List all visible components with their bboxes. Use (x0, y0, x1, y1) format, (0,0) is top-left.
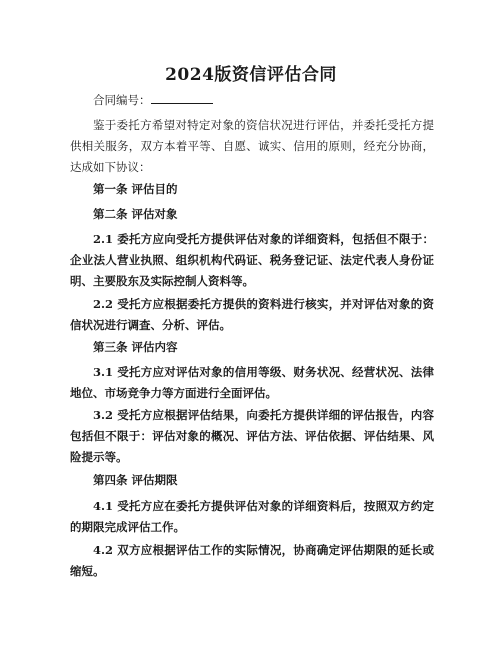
clause-4-2: 4.2 双方应根据评估工作的实际情况，协商确定评估期限的延长或缩短。 (70, 543, 434, 578)
article-3-heading: 第三条 评估内容 (93, 340, 178, 354)
article-1-heading: 第一条 评估目的 (93, 182, 178, 196)
document-title: 2024版资信评估合同 (165, 65, 337, 85)
clause-3-2: 3.2 受托方应根据评估结果，向委托方提供详细的评估报告，内容包括但不限于：评估对象的概况、评估方法、评估依据、评估结果、风险提示等。 (70, 408, 434, 464)
contract-number-line (70, 90, 434, 111)
contract-number-label: 合同编号： (93, 93, 151, 107)
article-2-heading: 第二条 评估对象 (93, 207, 178, 221)
clause-3-1: 3.1 受托方应对评估对象的信用等级、财务状况、经营状况、法律地位、市场竞争力等方面进行全面评估。 (70, 365, 434, 400)
clause-2-1: 2.1 委托方应向受托方提供评估对象的详细资料，包括但不限于：企业法人营业执照、组织机构代码证、税务登记证、法定代表人身份证明、主要股东及实际控制人资料等。 (70, 232, 434, 288)
contract-number-blank (151, 91, 213, 104)
clause-2-2: 2.2 受托方应根据委托方提供的资料进行核实，并对评估对象的资信状况进行调查、分析、评估。 (70, 297, 434, 332)
clause-4-1: 4.1 受托方应在委托方提供评估对象的详细资料后，按照双方约定的期限完成评估工作。 (70, 499, 434, 534)
article-4-heading: 第四条 评估期限 (93, 473, 178, 487)
intro-paragraph: 鉴于委托方希望对特定对象的资信状况进行评估，并委托受托方提供相关服务，双方本着平等、自愿、诚实、信用的原则，经充分协商，达成如下协议： (70, 118, 434, 174)
